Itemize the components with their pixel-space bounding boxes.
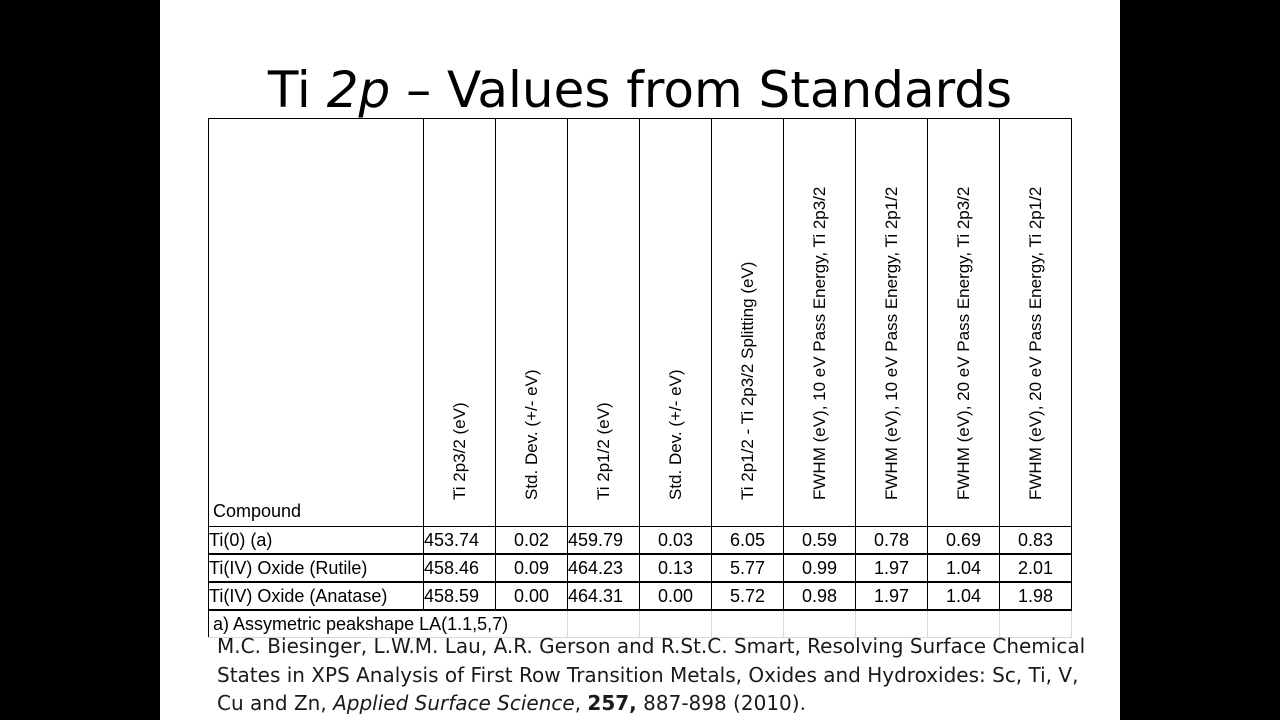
reference-journal: Applied Surface Science xyxy=(333,691,575,715)
value-cell: 6.05 xyxy=(712,527,784,555)
value-cell: 0.00 xyxy=(496,582,568,610)
column-header-label: Std. Dev. (+/- eV) xyxy=(665,369,685,500)
value-cell: 0.99 xyxy=(784,554,856,582)
value-cell: 0.03 xyxy=(640,527,712,555)
column-header-label: Std. Dev. (+/- eV) xyxy=(521,369,541,500)
value-cell: 459.79 xyxy=(568,527,640,555)
reference-volume: 257, xyxy=(587,691,637,715)
column-header xyxy=(712,119,784,527)
reference-pages: 887-898 (2010). xyxy=(636,691,806,715)
reference-citation xyxy=(217,632,1097,718)
footnote: a) Assymetric peakshape LA(1.1,5,7) xyxy=(209,610,568,638)
column-header-label: Ti 2p1/2 (eV) xyxy=(593,402,613,500)
value-cell: 1.97 xyxy=(856,582,928,610)
values-table xyxy=(208,118,1072,638)
value-cell: 5.72 xyxy=(712,582,784,610)
reference-authors: M.C. Biesinger, L.W.M. Lau, A.R. Gerson and R.St.C. Smart, Resolving Surface Chemical States in XPS Analysis of First Row Transition Metals, Oxides and Hydroxides: Sc, Ti, V, Cu and Zn, xyxy=(217,634,1086,715)
value-cell: 0.69 xyxy=(928,527,1000,555)
value-cell: 2.01 xyxy=(1000,554,1072,582)
column-header xyxy=(856,119,928,527)
reference-separator: , xyxy=(574,691,588,715)
compound-header: Compound xyxy=(209,119,424,527)
value-cell: 0.00 xyxy=(640,582,712,610)
table-row xyxy=(209,582,1072,610)
slide xyxy=(160,0,1120,720)
value-cell: 0.78 xyxy=(856,527,928,555)
column-header xyxy=(568,119,640,527)
value-cell: 453.74 xyxy=(424,527,496,555)
column-header-label: FWHM (eV), 20 eV Pass Energy, Ti 2p3/2 xyxy=(953,186,973,500)
value-cell: 5.77 xyxy=(712,554,784,582)
column-header xyxy=(784,119,856,527)
title-italic: 2p xyxy=(326,61,391,119)
compound-cell: Ti(0) (a) xyxy=(209,527,424,555)
value-cell: 0.13 xyxy=(640,554,712,582)
column-header-label: FWHM (eV), 20 eV Pass Energy, Ti 2p1/2 xyxy=(1025,186,1045,500)
value-cell: 464.31 xyxy=(568,582,640,610)
value-cell: 464.23 xyxy=(568,554,640,582)
column-header xyxy=(928,119,1000,527)
column-header-label: Ti 2p3/2 (eV) xyxy=(449,402,469,500)
value-cell: 458.46 xyxy=(424,554,496,582)
slide-title xyxy=(160,60,1120,120)
column-header xyxy=(496,119,568,527)
value-cell: 0.59 xyxy=(784,527,856,555)
column-header xyxy=(640,119,712,527)
column-header xyxy=(1000,119,1072,527)
value-cell: 1.97 xyxy=(856,554,928,582)
compound-cell: Ti(IV) Oxide (Rutile) xyxy=(209,554,424,582)
value-cell: 0.02 xyxy=(496,527,568,555)
value-cell: 458.59 xyxy=(424,582,496,610)
title-prefix: Ti xyxy=(267,61,327,119)
value-cell: 1.04 xyxy=(928,554,1000,582)
column-header-label: FWHM (eV), 10 eV Pass Energy, Ti 2p1/2 xyxy=(881,186,901,500)
header-row xyxy=(209,119,1072,527)
title-suffix: – Values from Standards xyxy=(390,61,1013,119)
value-cell: 0.09 xyxy=(496,554,568,582)
compound-cell: Ti(IV) Oxide (Anatase) xyxy=(209,582,424,610)
column-header xyxy=(424,119,496,527)
column-header-label: FWHM (eV), 10 eV Pass Energy, Ti 2p3/2 xyxy=(809,186,829,500)
table-row xyxy=(209,527,1072,555)
column-header-label: Ti 2p1/2 - Ti 2p3/2 Splitting (eV) xyxy=(737,261,757,500)
value-cell: 1.04 xyxy=(928,582,1000,610)
table-row xyxy=(209,554,1072,582)
value-cell: 0.98 xyxy=(784,582,856,610)
value-cell: 0.83 xyxy=(1000,527,1072,555)
value-cell: 1.98 xyxy=(1000,582,1072,610)
